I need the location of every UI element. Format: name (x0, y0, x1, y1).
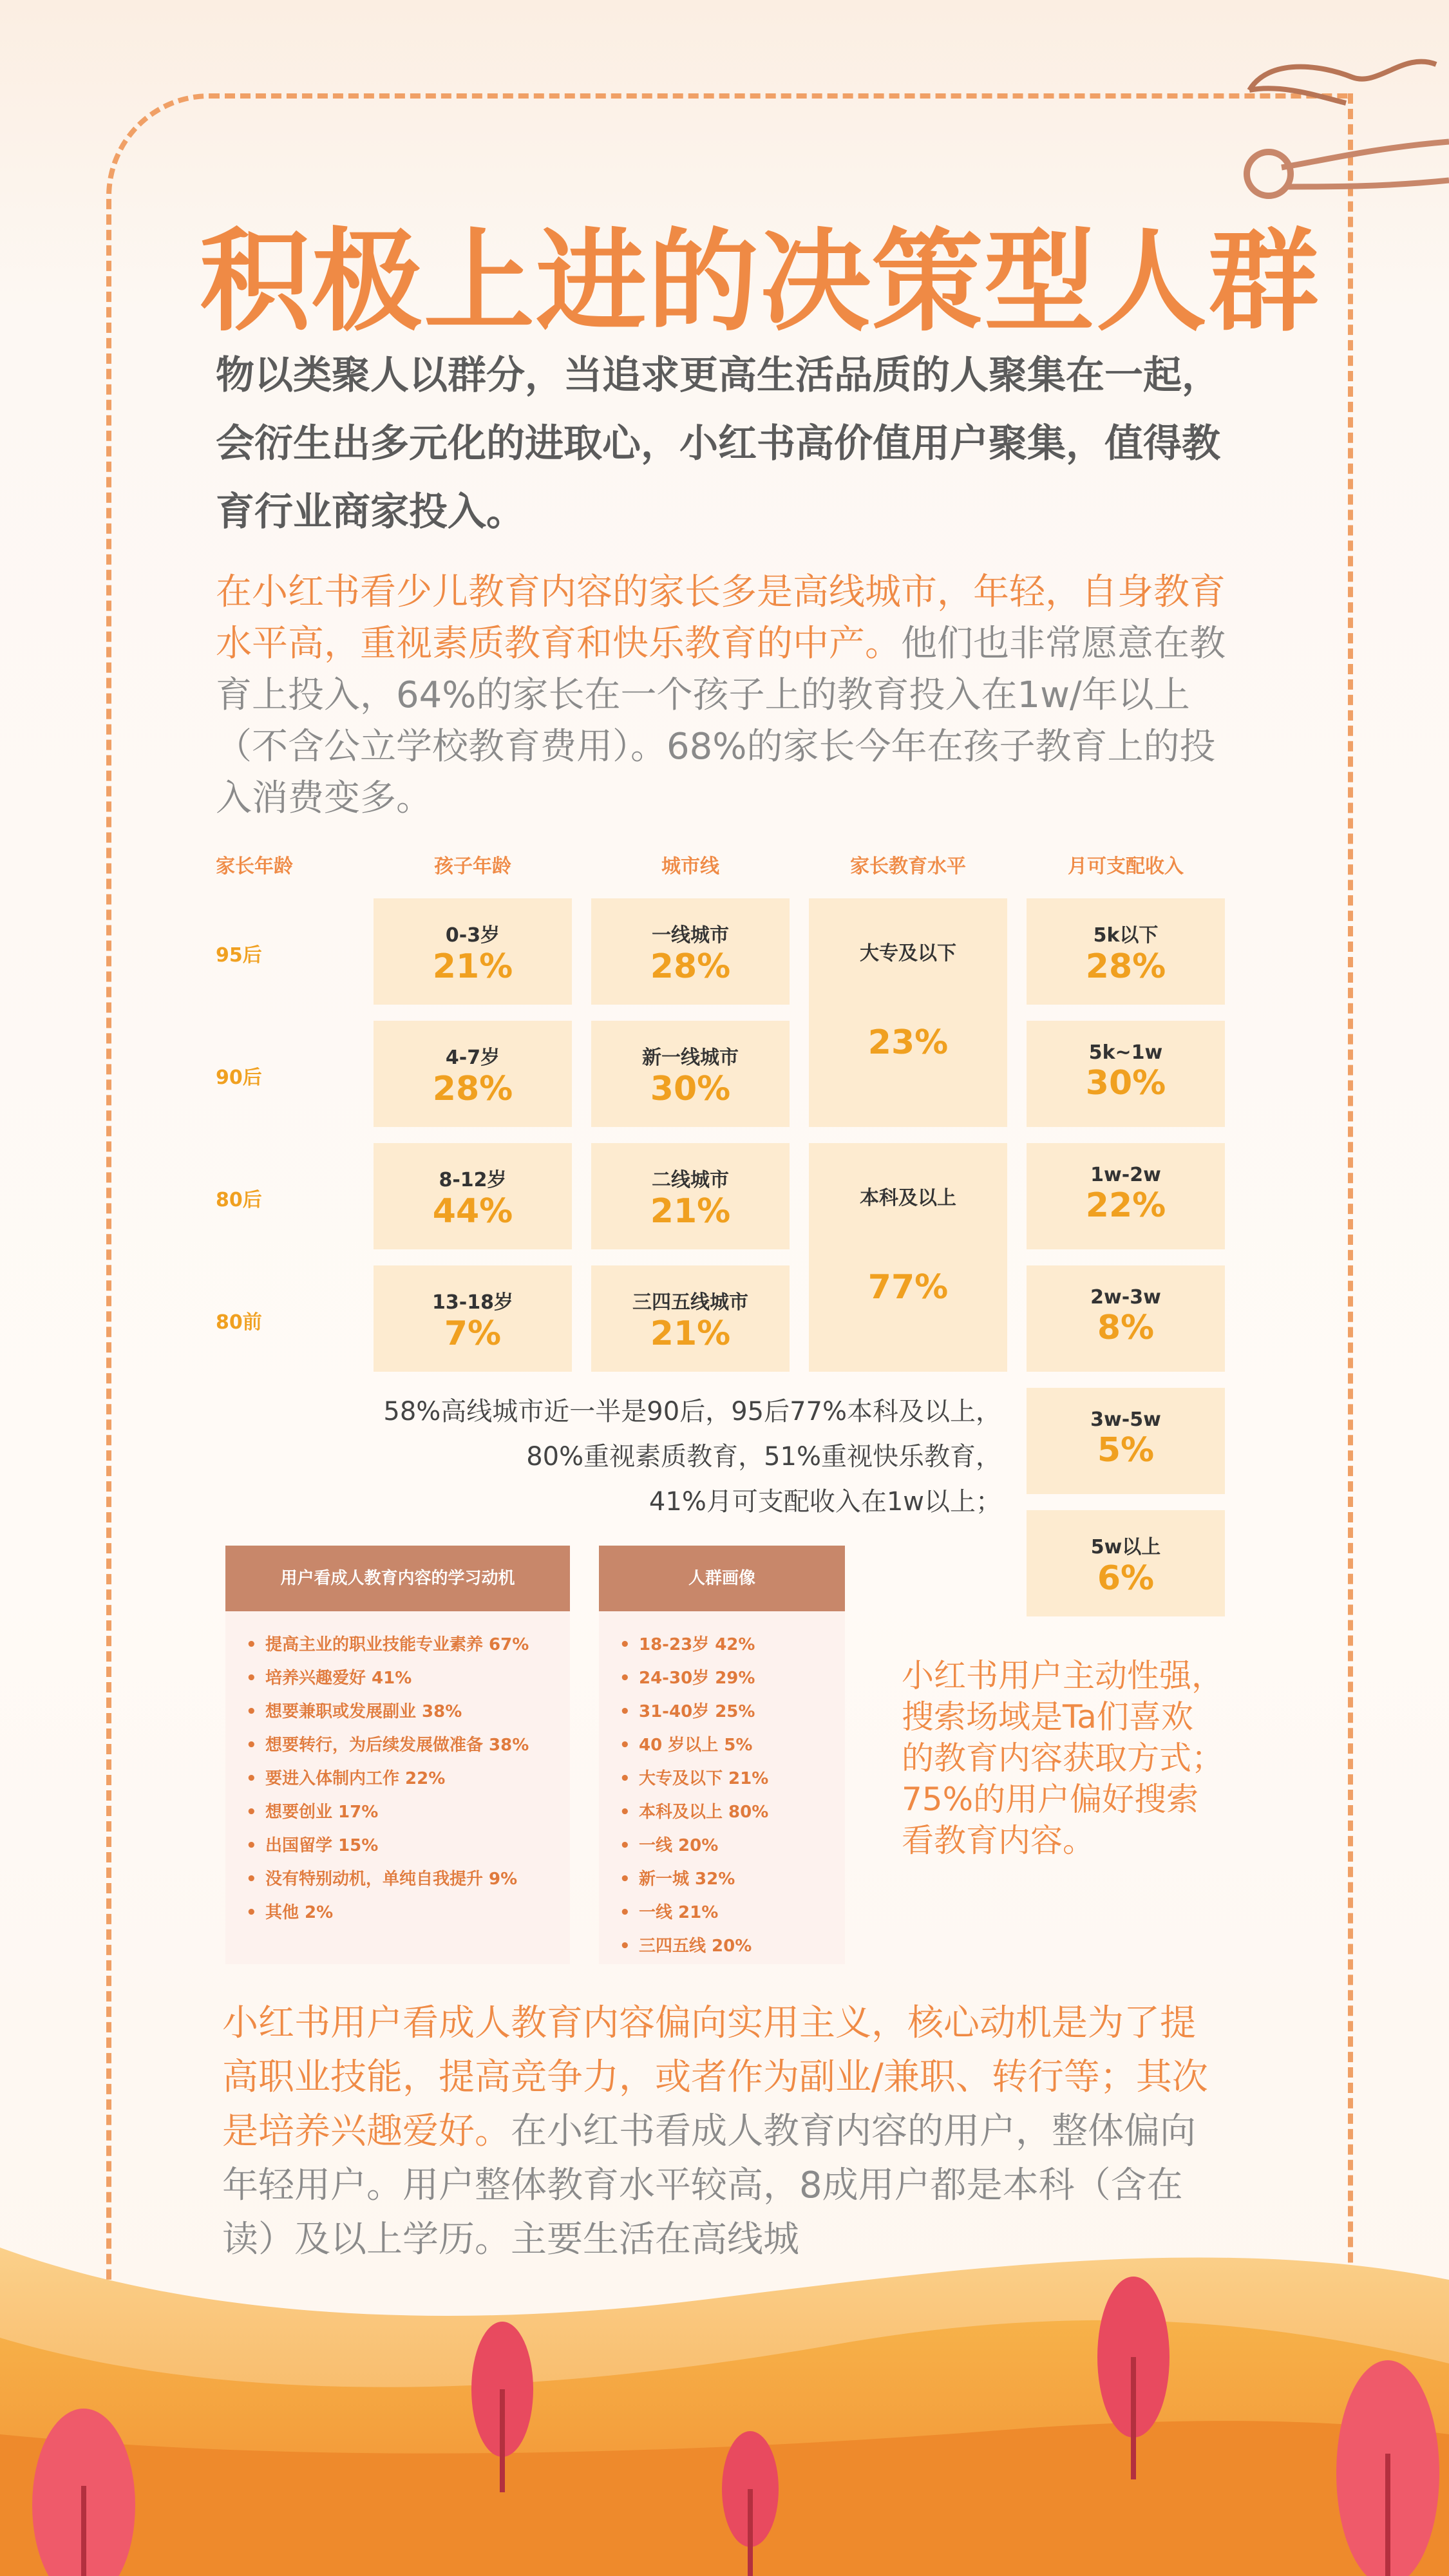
list-item: • 一线 20% (639, 1829, 845, 1862)
adult-education-rest: 在小红书看成人教育内容的用户，整体偏向年轻用户。用户整体教育水平较高，8成用户都是本科（含在读）及以上学历。主要生活在高线城 (222, 2110, 1196, 2260)
list-item: • 想要转行，为后续发展做准备 38% (265, 1728, 570, 1762)
tree-icon (19, 2409, 148, 2576)
tree-icon (1088, 2273, 1179, 2479)
city-tier-cell: 三四五线城市 21% (591, 1265, 790, 1372)
header-parent-age: 家长年龄 (216, 855, 293, 878)
motivation-panel (225, 1546, 570, 1964)
parent-description (216, 567, 1240, 824)
list-item: • 40 岁以上 5% (639, 1728, 845, 1762)
list-item: • 没有特别动机，单纯自我提升 9% (265, 1862, 570, 1896)
parent-description-highlight: 在小红书看少儿教育内容的家长多是高线城市，年轻，自身教育水平高，重视素质教育和快乐教育的中产。 (216, 571, 1226, 665)
tree-icon (464, 2318, 541, 2492)
education-cell: 本科及以上 77% (809, 1143, 1007, 1372)
list-item: • 想要创业 17% (265, 1795, 570, 1829)
list-item: • 培养兴趣爱好 41% (265, 1662, 570, 1695)
adult-education-highlight: 小红书用户看成人教育内容偏向实用主义，核心动机是为了提高职业技能，提高竞争力，或者作为副业/兼职、转行等；其次是培养兴趣爱好。 (222, 2002, 1208, 2152)
income-cell: 5k以下 28% (1027, 898, 1225, 1005)
parent-description-rest: 他们也非常愿意在教育上投入，64%的家长在一个孩子上的教育投入在1w/年以上（不含公立学校教育费用）。68%的家长今年在孩子教育上的投入消费变多。 (216, 623, 1226, 819)
summary-note: 58%高线城市近一半是90后，95后77%本科及以上， (383, 1397, 1001, 1426)
list-item: • 18-23岁 42% (639, 1628, 845, 1662)
summary-note: 41%月可支配收入在1w以上； (649, 1487, 1001, 1517)
child-age-cell: 4-7岁 28% (374, 1021, 572, 1127)
row-label-95: 95后 (216, 944, 262, 967)
header-child-age: 孩子年龄 (434, 855, 511, 878)
tree-icon (1327, 2357, 1449, 2576)
list-item: • 31-40岁 25% (639, 1695, 845, 1728)
list-item: • 出国留学 15% (265, 1829, 570, 1862)
motivation-list (225, 1628, 570, 1929)
income-cell: 5k~1w 30% (1027, 1021, 1225, 1127)
row-label-80: 80后 (216, 1189, 262, 1211)
city-tier-cell: 二线城市 21% (591, 1143, 790, 1249)
child-age-cell: 8-12岁 44% (374, 1143, 572, 1249)
search-insight-note: 小红书用户主动性强，搜索场域是Ta们喜欢的教育内容获取方式； 75%的用户偏好搜索看教育内容。 (902, 1657, 1224, 1859)
list-item: • 新一城 32% (639, 1862, 845, 1896)
income-cell: 1w-2w 22% (1027, 1143, 1225, 1249)
list-item: • 其他 2% (265, 1896, 570, 1929)
portrait-panel-title: 人群画像 (599, 1546, 845, 1611)
list-item: • 本科及以上 80% (639, 1795, 845, 1829)
income-cell: 3w-5w 5% (1027, 1388, 1225, 1494)
row-label-90: 90后 (216, 1066, 262, 1089)
header-city-tier: 城市线 (661, 855, 719, 878)
child-age-cell: 13-18岁 7% (374, 1265, 572, 1372)
page-title: 积极上进的决策型人群 (200, 217, 1320, 346)
tree-icon (715, 2428, 786, 2576)
header-parent-education: 家长教育水平 (850, 855, 966, 878)
portrait-list (599, 1628, 845, 1963)
list-item: • 大专及以下 21% (639, 1762, 845, 1795)
income-cell: 2w-3w 8% (1027, 1265, 1225, 1372)
summary-note: 80%重视素质教育，51%重视快乐教育， (526, 1442, 1001, 1472)
motivation-panel-title: 用户看成人教育内容的学习动机 (225, 1546, 570, 1611)
list-item: • 提高主业的职业技能专业素养 67% (265, 1628, 570, 1662)
header-monthly-income: 月可支配收入 (1068, 855, 1184, 878)
row-label-pre80: 80前 (216, 1311, 262, 1334)
portrait-panel (599, 1546, 845, 1964)
rope-decoration (1243, 39, 1449, 206)
list-item: • 三四五线 20% (639, 1929, 845, 1963)
income-cell: 5w以上 6% (1027, 1510, 1225, 1616)
list-item: • 24-30岁 29% (639, 1662, 845, 1695)
intro-paragraph: 物以类聚人以群分，当追求更高生活品质的人聚集在一起，会衍生出多元化的进取心，小红书高价值用户聚集，值得教育行业商家投入。 (216, 353, 1220, 535)
city-tier-cell: 一线城市 28% (591, 898, 790, 1005)
child-age-cell: 0-3岁 21% (374, 898, 572, 1005)
city-tier-cell: 新一线城市 30% (591, 1021, 790, 1127)
list-item: • 要进入体制内工作 22% (265, 1762, 570, 1795)
list-item: • 想要兼职或发展副业 38% (265, 1695, 570, 1728)
education-cell: 大专及以下 23% (809, 898, 1007, 1127)
list-item: • 一线 21% (639, 1896, 845, 1929)
